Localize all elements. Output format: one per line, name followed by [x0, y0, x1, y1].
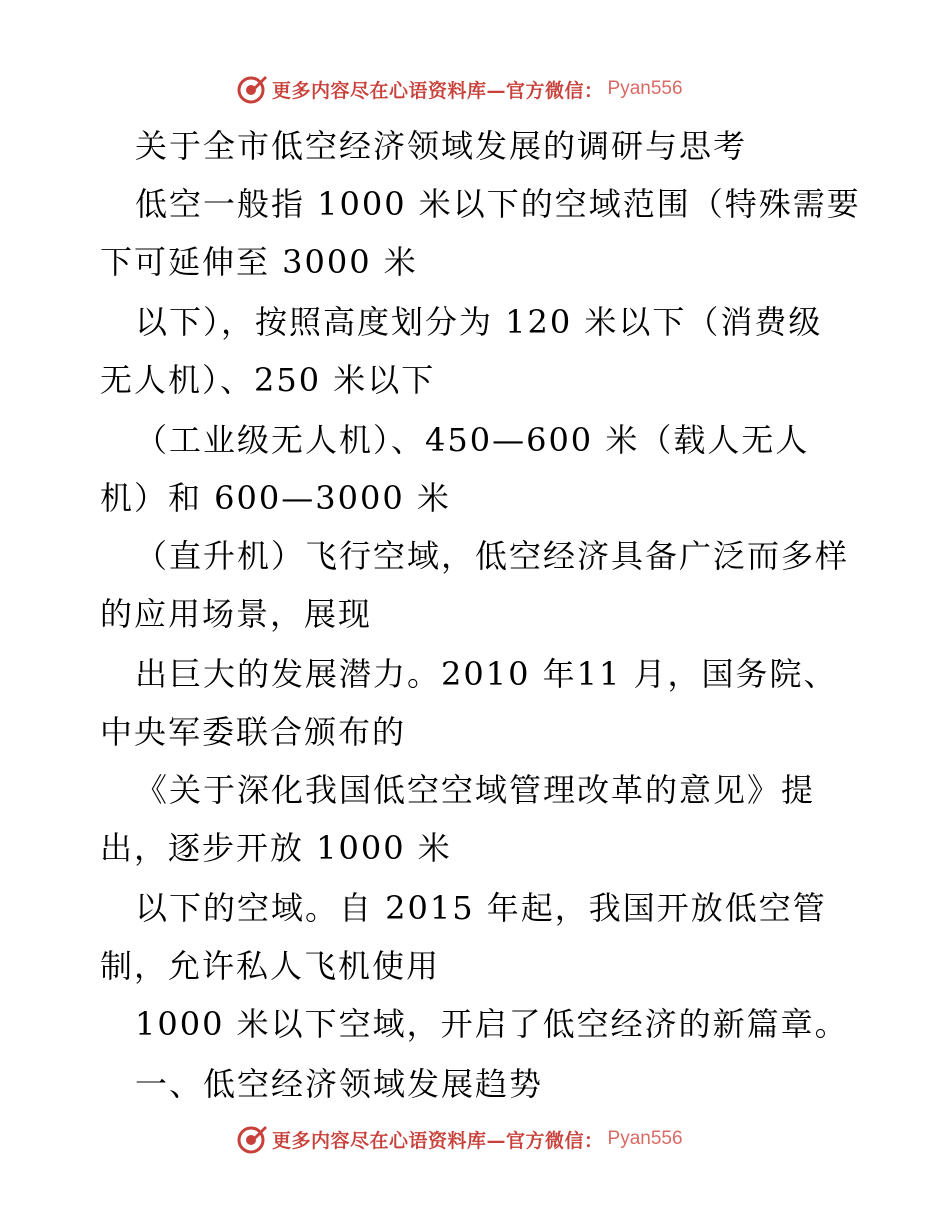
document-title: 关于全市低空经济领域发展的调研与思考 [135, 127, 748, 165]
watermark-wechat-id: Pyan556 [607, 78, 683, 99]
paragraph-line: 出，逐步开放 1000 米 [100, 829, 452, 867]
paragraph-line: 的应用场景，展现 [100, 595, 373, 633]
paragraph-line: 出巨大的发展潜力。2010 年11 月，国务院、 [135, 655, 838, 693]
paragraph-line: 中央军委联合颁布的 [100, 713, 407, 751]
pen-logo-icon [236, 1123, 268, 1155]
paragraph-line: 以下），按照高度划分为 120 米以下（消费级 [135, 303, 823, 341]
paragraph-line: 制，允许私人飞机使用 [100, 947, 441, 985]
paragraph-line: 机）和 600—3000 米 [100, 479, 451, 517]
paragraph-line: 低空一般指 1000 米以下的空域范围（特殊需要 [135, 185, 861, 223]
paragraph-line: 无人机）、250 米以下 [100, 361, 436, 399]
paragraph-line: 1000 米以下空域，开启了低空经济的新篇章。 [135, 1005, 849, 1043]
watermark-wechat-id: Pyan556 [607, 1128, 683, 1149]
paragraph-line: （工业级无人机）、450—600 米（载人无人 [135, 421, 810, 459]
paragraph-line: 以下的空域。自 2015 年起，我国开放低空管 [135, 889, 827, 927]
paragraph-line: 下可延伸至 3000 米 [100, 243, 418, 281]
watermark-footer [236, 1122, 683, 1156]
paragraph-line: （直升机）飞行空域，低空经济具备广泛而多样 [135, 537, 850, 575]
paragraph-line: 《关于深化我国低空空域管理改革的意见》提 [135, 771, 816, 809]
section-heading: 一、低空经济领域发展趋势 [135, 1065, 544, 1103]
watermark-text: 更多内容尽在心语资料库—官方微信： [272, 1129, 604, 1152]
watermark-text: 更多内容尽在心语资料库—官方微信： [272, 79, 604, 102]
